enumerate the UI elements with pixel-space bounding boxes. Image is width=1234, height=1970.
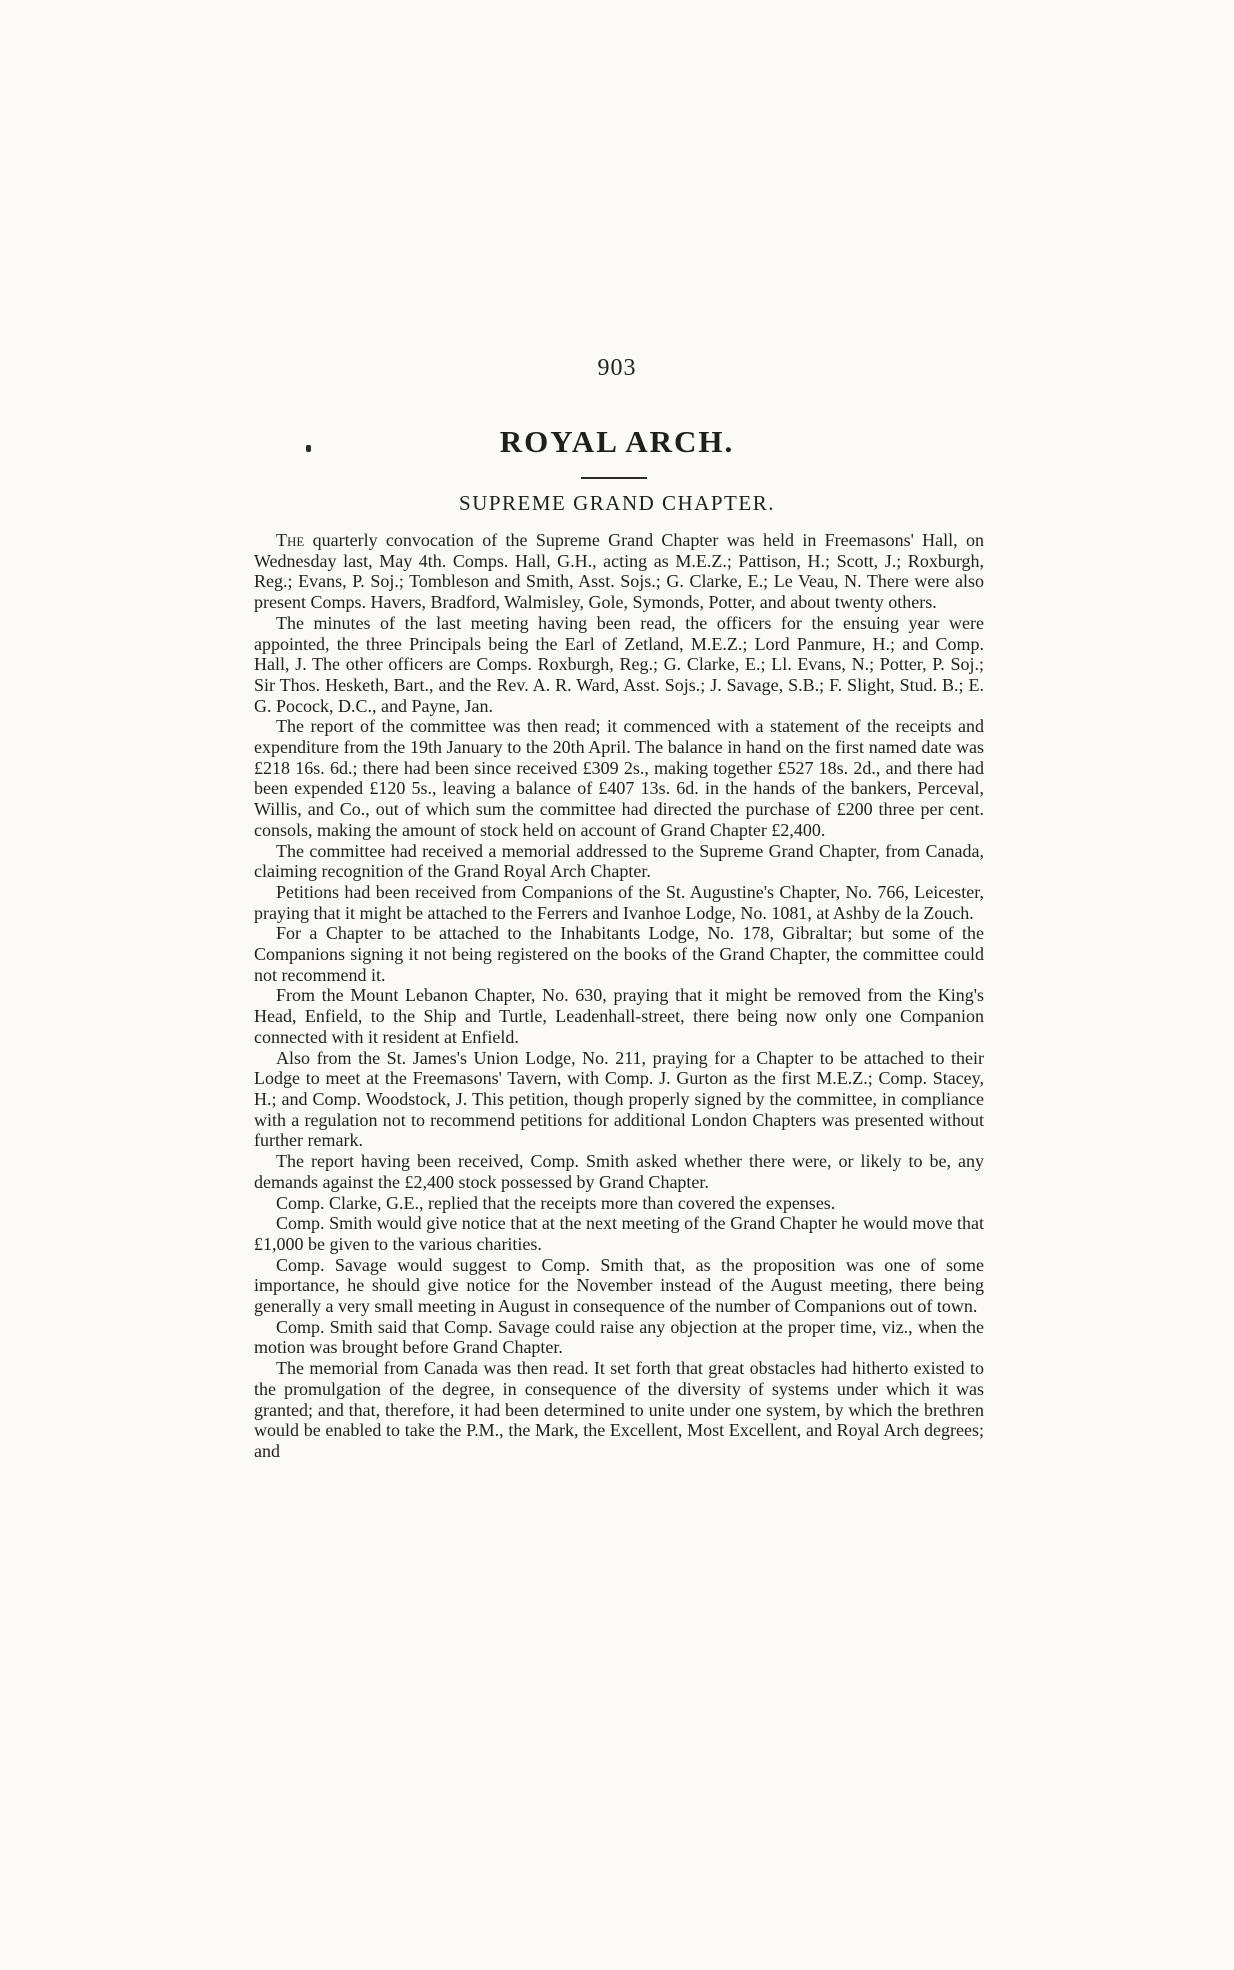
title-rule xyxy=(581,477,647,479)
paragraph: The committee had received a memorial addressed to the Supreme Grand Chapter, from Canada, claiming recognition of the Grand Royal Arch Chapter. xyxy=(254,840,984,882)
paragraph: From the Mount Lebanon Chapter, No. 630, praying that it might be removed from the King's Head, Enfield, to the Ship and Turtle, Leadenhall-street, there being now only one Companion connected with it resident at Enfield. xyxy=(254,985,984,1047)
paragraph: The report having been received, Comp. Smith asked whether there were, or likely to be, any demands against the £2,400 stock possessed by Grand Chapter. xyxy=(254,1151,984,1192)
paragraph: Comp. Savage would suggest to Comp. Smith that, as the proposition was one of some importance, he should give notice for the November instead of the August meeting, there being generally a very small meeting in August in consequence of the number of Companions out of town. xyxy=(254,1254,984,1317)
paragraph: Comp. Smith said that Comp. Savage could raise any objection at the proper time, viz., when the motion was brought before Grand Chapter. xyxy=(254,1316,984,1358)
article-body xyxy=(254,530,984,1462)
paragraph: The report of the committee was then read; it commenced with a statement of the receipts and expenditure from the 19th January to the 20th April. The balance in hand on the first named date was £218 16s. 6d.; there had been since received £309 2s., making together £527 18s. 2d., and there had been expended £120 5s., leaving a balance of £407 13s. 6d. in the hands of the bankers, Perceval, Willis, and Co., out of which sum the committee had directed the purchase of £200 three per cent. consols, making the amount of stock held on account of Grand Chapter £2,400. xyxy=(254,716,984,840)
paragraph: Comp. Clarke, G.E., replied that the receipts more than covered the expenses. xyxy=(276,1192,836,1213)
page-number: 903 xyxy=(597,355,637,381)
paragraph: Petitions had been received from Companions of the St. Augustine's Chapter, No. 766, Leicester, praying that it might be attached to the Ferrers and Ivanhoe Lodge, No. 1081, at Ashby de la Zouch. xyxy=(254,881,984,923)
paragraph: Also from the St. James's Union Lodge, No. 211, praying for a Chapter to be attached to their Lodge to meet at the Freemasons' Tavern, with Comp. J. Gurton as the first M.E.Z.; Comp. Stacey, H.; and Comp. Woodstock, J. This petition, though properly signed by the committee, in compliance with a regulation not to recommend petitions for additional London Chapters was presented without further remark. xyxy=(254,1047,984,1151)
paragraph: Comp. Smith would give notice that at the next meeting of the Grand Chapter he would move that £1,000 be given to the various charities. xyxy=(254,1213,984,1254)
section-subtitle: SUPREME GRAND CHAPTER. xyxy=(459,491,775,515)
paragraph: For a Chapter to be attached to the Inhabitants Lodge, No. 178, Gibraltar; but some of the Companions signing it not being registered on the books of the Grand Chapter, the committee could not recommend it. xyxy=(254,923,984,985)
paragraph xyxy=(254,530,984,613)
lead-word: The xyxy=(276,530,305,550)
section-title: ROYAL ARCH. xyxy=(499,424,735,459)
paragraph: The minutes of the last meeting having been read, the officers for the ensuing year were appointed, the three Principals being the Earl of Zetland, M.E.Z.; Lord Panmure, H.; and Comp. Hall, J. The other officers are Comps. Roxburgh, Reg.; G. Clarke, E.; Ll. Evans, N.; Potter, P. Soj.; Sir Thos. Hesketh, Bart., and the Rev. A. R. Ward, Asst. Sojs.; J. Savage, S.B.; F. Slight, Stud. B.; E. G. Pocock, D.C., and Payne, Jan. xyxy=(254,612,984,716)
paragraph-text: quarterly convocation of the Supreme Grand Chapter was held in Freemasons' Hall, on Wednesday last, May 4th. Comps. Hall, G.H., acting as M.E.Z.; Pattison, H.; Scott, J.; Roxburgh, Reg.; Evans, P. Soj.; Tombleson and Smith, Asst. Sojs.; G. Clarke, E.; Le Veau, N. There were also present Comps. Havers, Bradford, Walmisley, Gole, Symonds, Potter, and about twenty others. xyxy=(254,530,984,613)
paragraph: The memorial from Canada was then read. It set forth that great obstacles had hitherto existed to the promulgation of the degree, in consequence of the diversity of systems under which it was granted; and that, therefore, it had been determined to unite under one system, by which the brethren would be enabled to take the P.M., the Mark, the Excellent, Most Excellent, and Royal Arch degrees; and xyxy=(254,1358,984,1461)
